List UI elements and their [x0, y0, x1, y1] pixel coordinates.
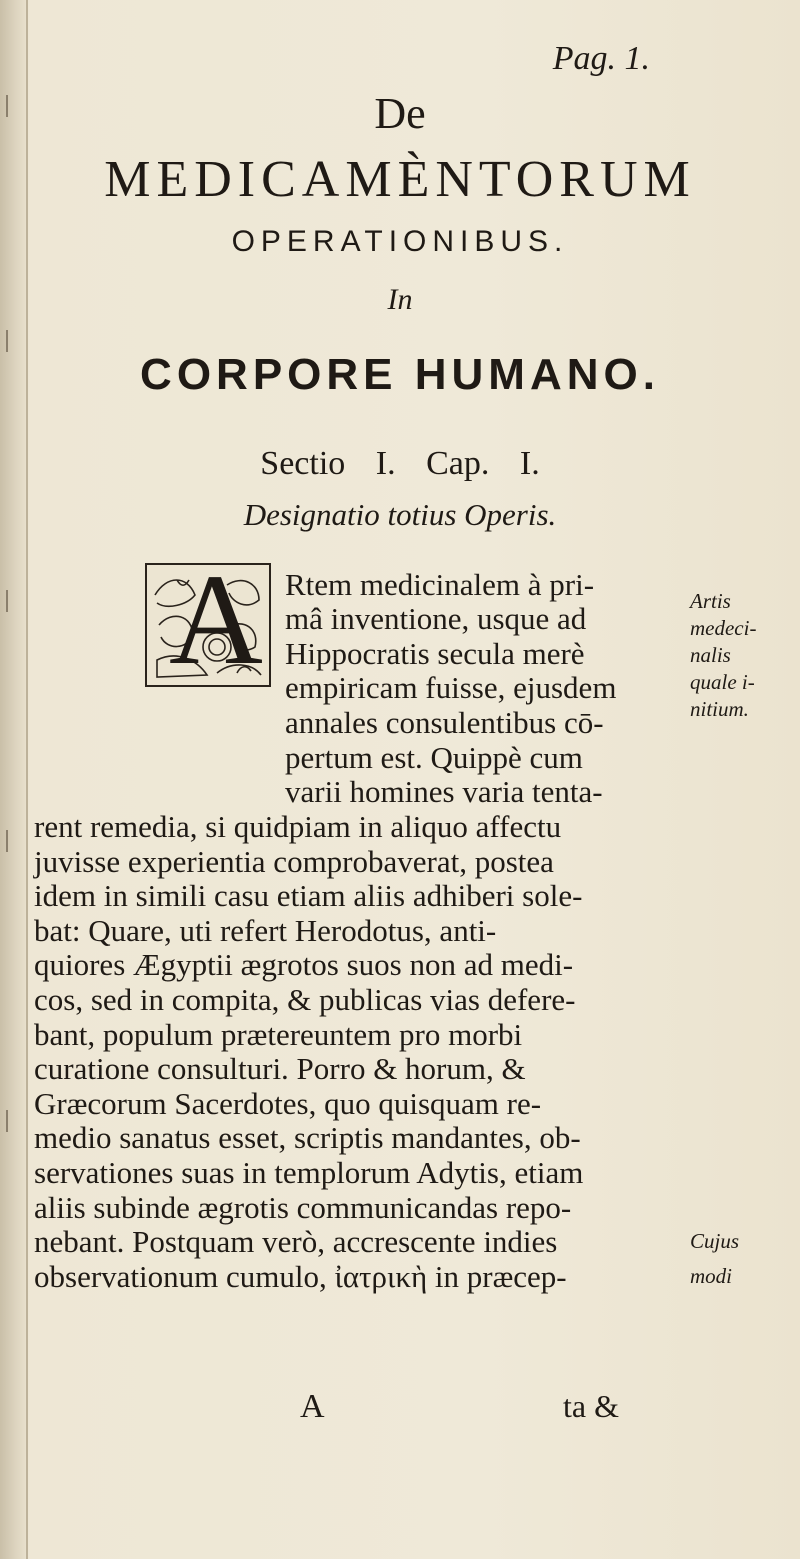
text-line: servationes suas in templorum Adytis, etiam — [34, 1155, 584, 1190]
dropcap-letter: A — [169, 548, 263, 692]
margin-note-line: Artis — [690, 589, 731, 613]
text-line: empiricam fuisse, ejusdem — [285, 670, 617, 705]
gutter-mark — [6, 830, 18, 852]
text-line: aliis subinde ægrotis communicandas repo- — [34, 1190, 572, 1225]
margin-note-line: nalis — [690, 643, 731, 667]
text-line: Hippocratis secula merè — [285, 636, 585, 671]
margin-note-line: Cujus — [690, 1229, 740, 1253]
gutter-mark — [6, 1110, 18, 1132]
text-line: quiores Ægyptii ægrotos suos non ad medi- — [34, 947, 574, 982]
text-line: cos, sed in compita, & publicas vias defere- — [34, 982, 576, 1017]
text-line: medio sanatus esset, scriptis mandantes, ob- — [34, 1120, 581, 1155]
text-line: annales consulentibus cō- — [285, 705, 604, 740]
text-line: bat: Quare, uti refert Herodotus, anti- — [34, 913, 497, 948]
decorated-initial — [145, 548, 271, 692]
margin-note-line: modi — [690, 1264, 732, 1288]
margin-note-line: nitium. — [690, 697, 749, 721]
gutter-mark — [6, 590, 18, 612]
title-in: In — [387, 283, 413, 316]
title-line-2: OPERATIONIBUS. — [231, 225, 569, 258]
text-line: mâ inventione, usque ad — [285, 601, 587, 636]
page-number: Pag. 1. — [552, 40, 650, 77]
catchword: ta & — [563, 1388, 619, 1424]
text-line: curatione consulturi. Porro & horum, & — [34, 1051, 526, 1086]
margin-note-line: medeci- — [690, 616, 757, 640]
gutter-mark — [6, 330, 18, 352]
text-line: rent remedia, si quidpiam in aliquo affectu — [34, 809, 562, 844]
text-line: bant, populum prætereuntem pro morbi — [34, 1017, 523, 1052]
title-line-3: CORPORE HUMANO. — [140, 350, 660, 399]
title-de: De — [374, 89, 426, 138]
text-line: nebant. Postquam verò, accrescente indies — [34, 1224, 558, 1259]
section-heading: Sectio I. Cap. I. — [260, 445, 540, 482]
chapter-subtitle: Designatio totius Operis. — [243, 497, 557, 532]
signature-mark: A — [300, 1388, 325, 1425]
text-line: observationum cumulo, ἰατρικὴ in præcep- — [34, 1259, 567, 1294]
text-line: idem in simili casu etiam aliis adhiberi sole- — [34, 878, 583, 913]
title-line-1: MEDICAMÈNTORUM — [104, 151, 696, 208]
text-line: Rtem medicinalem à pri- — [285, 567, 595, 602]
text-line: Græcorum Sacerdotes, quo quisquam re- — [34, 1086, 542, 1121]
text-line: varii homines varia tenta- — [285, 774, 603, 809]
text-line: juvisse experientia comprobaverat, postea — [34, 844, 554, 879]
text-line: pertum est. Quippè cum — [285, 740, 583, 775]
margin-note-line: quale i- — [690, 670, 755, 694]
